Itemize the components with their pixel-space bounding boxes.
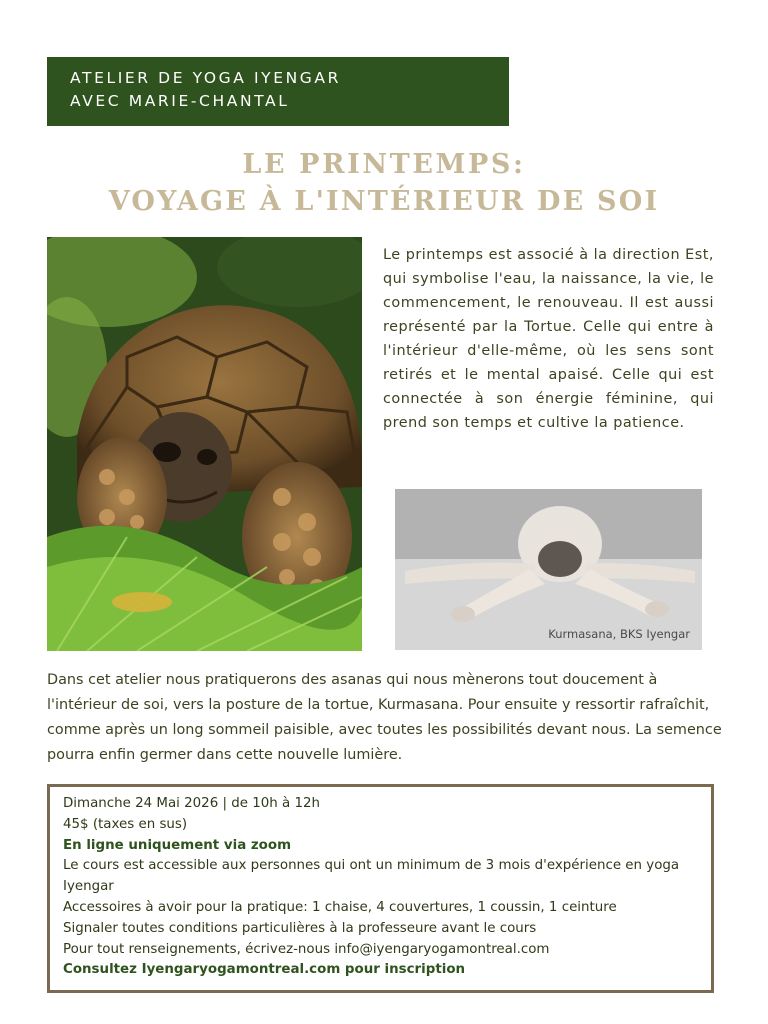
turtle-illustration	[47, 237, 362, 651]
header-line-1: ATELIER DE YOGA IYENGAR	[70, 69, 341, 87]
info-date: Dimanche 24 Mai 2026 | de 10h à 12h	[63, 796, 321, 811]
kurmasana-caption: Kurmasana, BKS Iyengar	[548, 627, 690, 641]
header-line-2: AVEC MARIE-CHANTAL	[70, 92, 290, 110]
info-conditions: Signaler toutes conditions particulières à la professeure avant le cours	[63, 920, 537, 936]
header-banner	[47, 57, 509, 126]
description-paragraph: Dans cet atelier nous pratiquerons des asanas qui nous mènerons tout doucement à l'intérieur de soi, vers la posture de la tortue, Kurmasana. Pour ensuite y ressortir rafraîchit, comme après un long sommeil paisible, avec toutes les possibilités devant nous. La semence pourra enfin germer dans cette nouvelle lumière.	[47, 672, 722, 763]
info-accessories: Accessoires à avoir pour la pratique: 1 chaise, 4 couvertures, 1 coussin, 1 ceinture	[63, 899, 617, 915]
info-online: En ligne uniquement via zoom	[63, 837, 292, 853]
info-price: 45$ (taxes en sus)	[63, 816, 188, 832]
turtle-photo	[47, 237, 362, 651]
info-requirement: Le cours est accessible aux personnes qui ont un minimum de 3 mois d'expérience en yoga Iyengar	[63, 858, 680, 895]
title-line-2: VOYAGE À L'INTÉRIEUR DE SOI	[108, 186, 660, 217]
title-line-1: LE PRINTEMPS:	[242, 149, 526, 180]
info-register-link[interactable]: Consultez Iyengaryogamontreal.com pour inscription	[63, 962, 466, 978]
kurmasana-illustration	[395, 489, 702, 650]
info-box	[47, 784, 714, 993]
kurmasana-photo	[395, 489, 702, 650]
info-contact[interactable]: Pour tout renseignements, écrivez-nous info@iyengaryogamontreal.com	[63, 941, 550, 957]
intro-paragraph: Le printemps est associé à la direction Est, qui symbolise l'eau, la naissance, la vie, le commencement, le renouveau. Il est aussi représenté par la Tortue. Celle qui entre à l'intérieur d'elle-même, où les sens sont retirés et le mental apaisé. Celle qui est connectée à son énergie féminine, qui prend son temps et cultive la patience.	[383, 247, 714, 431]
page-title	[0, 146, 768, 220]
